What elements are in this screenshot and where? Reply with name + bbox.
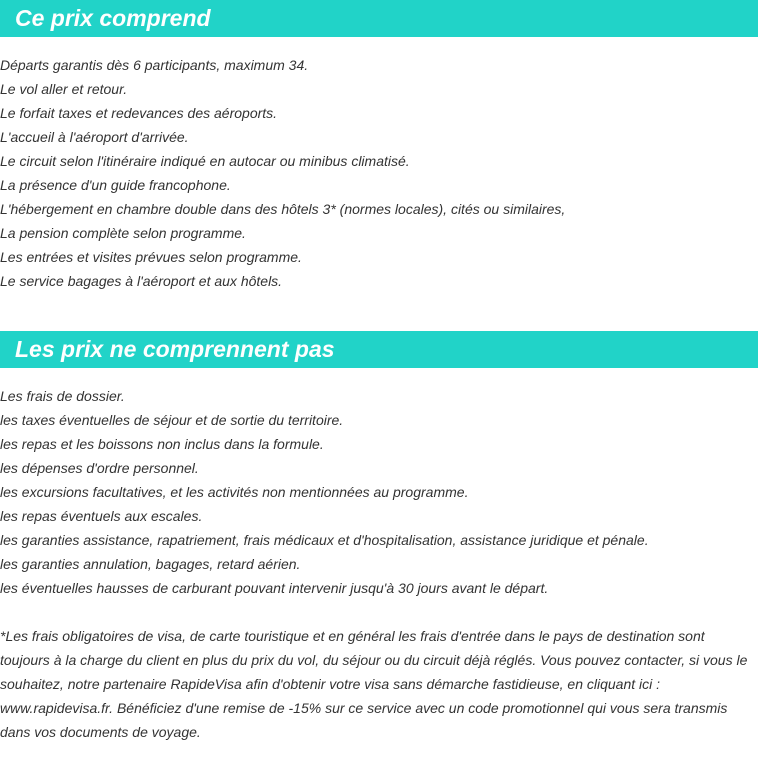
list-item: Le forfait taxes et redevances des aéroports.	[0, 105, 278, 121]
list-item: Les entrées et visites prévues selon programme.	[0, 249, 302, 265]
list-item: les dépenses d'ordre personnel.	[0, 460, 199, 476]
list-item: les garanties annulation, bagages, retard aérien.	[0, 556, 301, 572]
list-item: Le vol aller et retour.	[0, 81, 128, 97]
list-item: Le service bagages à l'aéroport et aux hôtels.	[0, 273, 283, 289]
list-item: Départs garantis dès 6 participants, maximum 34.	[0, 57, 309, 73]
list-item: La pension complète selon programme.	[0, 225, 246, 241]
list-item: les repas et les boissons non inclus dans la formule.	[0, 436, 324, 452]
list-item: L'hébergement en chambre double dans des hôtels 3* (normes locales), cités ou similaires,	[0, 201, 566, 217]
list-item: les excursions facultatives, et les activités non mentionnées au programme.	[0, 484, 469, 500]
visa-note: *Les frais obligatoires de visa, de carte touristique et en général les frais d'entrée dans le pays de destination sont toujours à la charge du client en plus du prix du vol, du séjour ou du circuit déjà réglés. Vous pouvez contacter, si vous le souhaitez, notre partenaire RapideVisa afin d'obtenir votre visa sans démarche fastidieuse, en cliquant ici : www.rapidevisa.fr. Bénéficiez d'une remise de -15% sur ce service avec un code promotionnel qui vous sera transmis dans vos documents de voyage.	[0, 628, 748, 740]
list-item: les taxes éventuelles de séjour et de sortie du territoire.	[0, 412, 344, 428]
excluded-list	[0, 384, 758, 600]
list-item: La présence d'un guide francophone.	[0, 177, 231, 193]
list-item: Le circuit selon l'itinéraire indiqué en autocar ou minibus climatisé.	[0, 153, 410, 169]
list-item: les éventuelles hausses de carburant pouvant intervenir jusqu'à 30 jours avant le départ.	[0, 580, 549, 596]
list-item: Les frais de dossier.	[0, 388, 125, 404]
list-item: L'accueil à l'aéroport d'arrivée.	[0, 129, 189, 145]
excluded-section	[0, 331, 758, 744]
included-list	[0, 53, 758, 293]
excluded-title: Les prix ne comprennent pas	[0, 331, 758, 368]
included-section	[0, 0, 758, 293]
list-item: les garanties assistance, rapatriement, frais médicaux et d'hospitalisation, assistance juridique et pénale.	[0, 532, 649, 548]
included-title: Ce prix comprend	[0, 0, 758, 37]
list-item: les repas éventuels aux escales.	[0, 508, 203, 524]
